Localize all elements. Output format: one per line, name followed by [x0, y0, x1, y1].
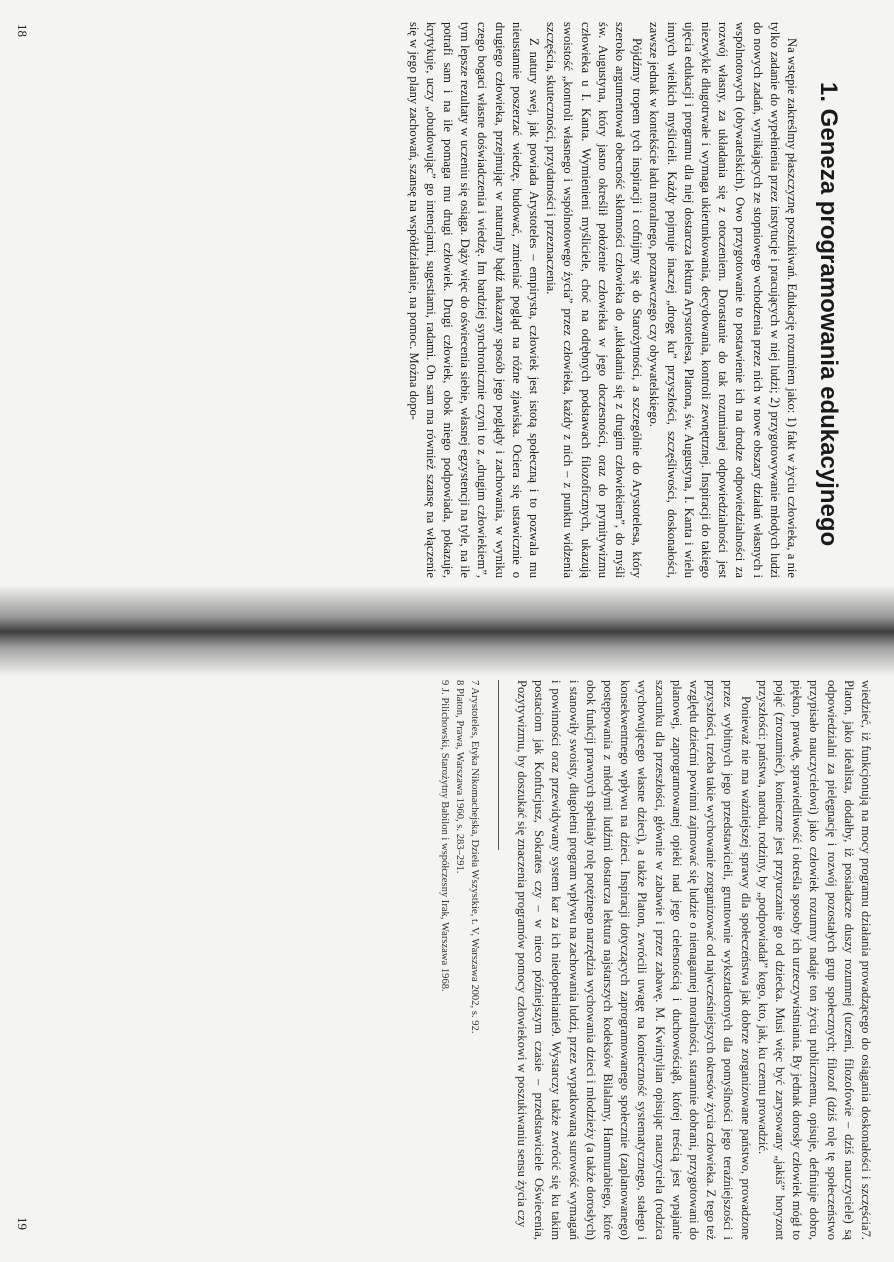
- right-paragraph-1: wiedzieć, iż funkcjonują na mocy programu działania prowadzącego do osiągania doskonałości i szczęścia7. Platon, jako idealista, dodałby, iż posiadacze duszy rozumnej (uczeni, filozofowie – dziś nauczyciele) są odpowiedzialni za pielęgnację i rozwój pozostałych grup społecznych; filozof (dziś rolę tę społeczeństwo przypisało nauczycielowi) jako człowiek rozumny nadaje ton życiu publicznemu, opisuje, definiuje dobro, piękno, prawdę, sprawiedliwość i określa sposoby ich urzeczywistniania. By jednak dorosły człowiek mógł to pojąć (zrozumieć), konieczne jest przyuczanie go od dziecka. Musi więc być zarysowany „jakiś” horyzont przyszłości: państwa, narodu, rodziny, by „podpowiadał” kogo, kto, jak, ku czemu prowadzić.: [755, 680, 873, 1240]
- chapter-title: 1. Geneza programowania edukacyjnego: [815, 82, 842, 547]
- page-number-left: 18: [15, 24, 30, 37]
- left-paragraph-3: Z natury swej, jak powiada Arystoteles – empirysta, człowiek jest istotą społeczną i to pozwala mu nieustannie poszerzać wiedzę, budować, zmieniać pogląd na różne zjawiska. Ociera się ustawicznie o drugiego człowieka, przejmując w naturalny bądź nakazany sposób jego poglądy i zachowania, w wyniku czego bogaci własne doświadczenia i wiedzę. Im bardziej synchronicznie czyni to z „drugim człowiekiem”, tym lepsze rezultaty w uczeniu się osiąga. Dąży więc do oświecenia siebie, własnej egzystencji na tyle, na ile potrafi sam i na ile pomaga mu drugi człowiek. Drugi człowiek, obok niego podpowiada, pokazuje, krytykuje, uczy „obudowując” go intencjami, sugestiami, radami. On sam ma również szansę na włączenie się w jego plany zachowań, szansę na współdziałanie, na pomoc. Można dopo-: [406, 22, 541, 578]
- right-page: [15, 660, 874, 1244]
- left-paragraph-2: Pójdźmy tropem tych inspiracji i cofnijmy się do Starożytności, a szczególnie do Arystotelesa, który szeroko argumentował obecność skłonności człowieka do „układania się z drugim człowiekiem”, do myśli św. Augustyna, który jasno określił położenie człowieka w jego doczesności, oraz do prymitywizmu człowieka u I. Kanta. Wymienieni myśliciele, choć na odrębnych podstawach filozoficznych, ukazują swoistość „kontroli własnego i wspólnotowego życia” przez człowieka, każdy z nich – z punktu widzenia szczęścia, skuteczności, przydatności i przeznaczenia.: [544, 22, 645, 578]
- left-page: [15, 18, 874, 592]
- footnote-divider: [490, 680, 499, 850]
- footnote: 8 Platon, Prawa, Warszawa 1960, s. 283–291.: [453, 680, 465, 874]
- right-paragraph-2: Ponieważ nie ma ważniejszej sprawy dla społeczeństwa jak dobrze zorganizowane państwo, prowadzone przez wybitnych jego przedstawicieli, gruntownie wykształconych dla pomyślności jego teraźniejszości i przyszłości, trzeba takie wychowanie zorganizować od najwcześniejszych okresów życia człowieka. Z tego też względu dziećmi powinni zajmować się ludzie o nienagannej moralności, starannie dobrani, przygotowani do planowej, zaprogramowanej opieki nad jego cielesnością i duchowością8, której treścią jest wpajanie szacunku dla przeszłości, głównie w zabawie i przez zabawę. M. Kwintylian opisując nauczyciela (rodzica wychowującego własne dzieci), a także Platon, zwrócili uwagę na konieczność systematycznego, stałego i konsekwentnego wpływu na dzieci. Inspiracji dotyczących zaprogramowanego społecznie (zaplanowanego) postępowania z młodymi ludźmi dostarcza lektura najstarszych kodeksów Bilalamy, Hammurabiego, które obok funkcji prawnych spełniały rolę potężnego narzędzia wychowania dzieci i młodzieży (a także dorosłych) i stanowiły swoisty, długoletni program wpływu na zachowania ludzi, przez wypatkowaną surowość wymagań i powinności oraz przewidywany system kar za ich niedopełnianie9. Wystarczy także zwrócić się ku takim postaciom jak Konfucjusz, Sokrates czy – w nieco późniejszym czasie – przedstawiciele Oświecenia, Pozytywizmu, by doszukać się znaczenia programów pomocy człowiekowi w poszukiwaniu sensu życia czy: [514, 680, 753, 1240]
- left-paragraph-1: Na wstępie zakreślmy płaszczyznę poszukiwań. Edukację rozumiem jako: 1) fakt w życiu człowieka, a nie tylko zadanie do wypełnienia przez instytucje i pracujących w niej ludzi; 2) przygotowywanie młodych ludzi do nowych zadań, wynikających ze stopniowego wchodzenia przez nich w nowe obszary działań własnych i wspólnotowych (obywatelskich). Owo przygotowanie to postawienie ich na drodze odpowiedzialności za rozwój własny, za układania się z otoczeniem. Dorastanie do tak rozumianej odpowiedzialności jest niezwykle długotrwałe i wymaga ukierunkowania, decydowania, kontroli zewnętrznej. Inspiracji do takiego ujęcia edukacji i programu dla niej dostarcza lektura Arystotelesa, Platona, św. Augustyna, I. Kanta i wielu innych wielkich myślicieli. Każdy pojmuje inaczej „drogę ku” przyszłości, szczęśliwości, doskonałości, zawsze jednak w kontekście ładu moralnego, poznawczego czy obywatelskiego.: [647, 22, 799, 578]
- page-number-right: 19: [15, 1217, 30, 1230]
- footnote: 7 Arystoteles, Etyka Nikomachejska, Dzieła Wszystkie, t. V, Warszawa 2002, s. 92.: [468, 680, 480, 1034]
- footnote-list: [437, 680, 482, 1240]
- footnote: 9 J. Pilichowski, Starożytny Babilon i współczesny Irak, Warszawa 1968.: [438, 680, 450, 992]
